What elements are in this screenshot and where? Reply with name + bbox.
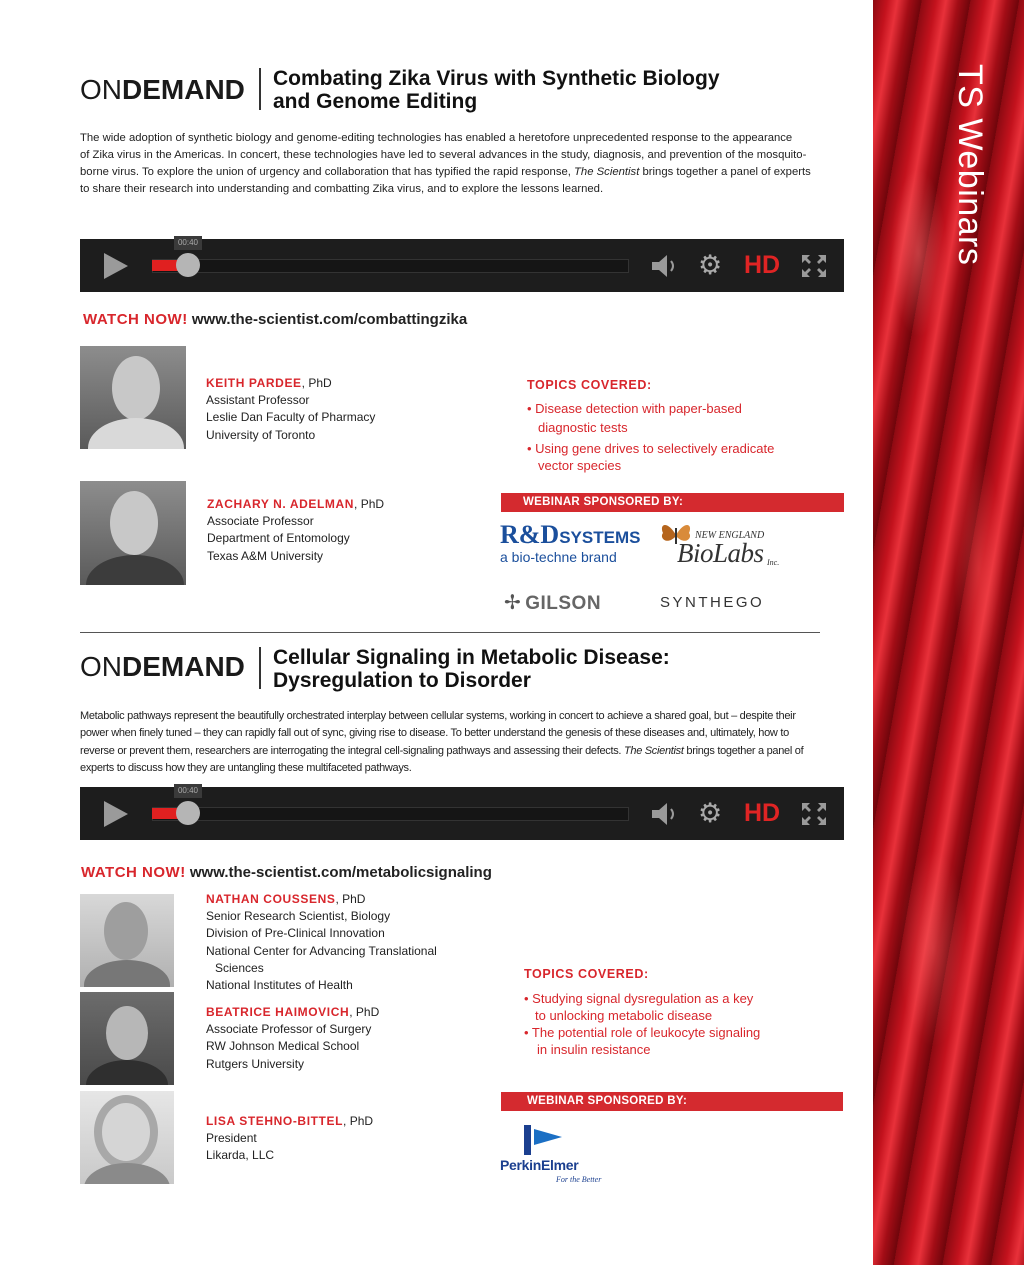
neb-main-text: BioLabs — [677, 538, 764, 568]
speaker-line: Assistant Professor — [206, 393, 310, 408]
desc-line: to share their research into understanding and combatting Zika virus, and to explore the lessons learned. — [80, 183, 604, 195]
sponsor-heading: WEBINAR SPONSORED BY: — [501, 1092, 843, 1111]
topic-item-cont: diagnostic tests — [538, 420, 628, 435]
play-icon[interactable] — [104, 801, 128, 827]
desc-text: brings together a panel of experts — [639, 166, 811, 178]
watch-label: WATCH NOW! — [81, 864, 186, 881]
speaker-line: Sciences — [215, 960, 264, 975]
speaker-name: KEITH PARDEE — [206, 376, 302, 390]
fullscreen-icon[interactable] — [800, 801, 828, 827]
title-divider — [259, 647, 261, 689]
neb-logo[interactable] — [659, 520, 789, 570]
neb-inc-text: Inc. — [767, 558, 780, 567]
speaker-name: BEATRICE HAIMOVICH — [206, 1005, 350, 1019]
speaker-info — [206, 1004, 379, 1073]
desc-line: experts to discuss how they are untangling these multifaceted pathways. — [80, 761, 412, 774]
speaker-info — [206, 1113, 373, 1165]
topics-covered — [524, 966, 760, 1058]
desc-text: reverse or prevent them, researchers are interrogating the integral cell-signaling pathways and assessing their defects. — [80, 744, 624, 757]
ondemand-brand — [80, 651, 245, 683]
title-line: and Genome Editing — [273, 90, 478, 113]
speaker-line: Department of Entomology — [207, 531, 350, 546]
seek-handle[interactable] — [176, 801, 200, 825]
webinar-description — [80, 708, 860, 777]
hd-button[interactable]: HD — [744, 251, 781, 279]
topic-item: • The potential role of leukocyte signaling — [524, 1025, 761, 1040]
publication-name: The Scientist — [574, 166, 640, 178]
speaker-line: Texas A&M University — [207, 548, 324, 563]
topic-item-cont: vector species — [538, 458, 622, 473]
topics-heading: TOPICS COVERED: — [524, 967, 649, 981]
topic-item-cont: to unlocking metabolic disease — [535, 1008, 713, 1023]
gilson-text: GILSON — [525, 593, 602, 614]
synthego-text: SYNTHEGO — [660, 594, 765, 611]
publication-name: The Scientist — [623, 744, 684, 757]
fullscreen-icon[interactable] — [800, 253, 828, 279]
title-divider — [259, 68, 261, 110]
volume-icon[interactable] — [650, 253, 682, 279]
topic-item: • Using gene drives to selectively eradicate — [527, 441, 775, 456]
desc-line: of Zika virus in the Americas. In concert, these technologies have led to several advances in the study, diagnosis, and prevention of the mosquito- — [80, 149, 807, 161]
speaker-line: Rutgers University — [206, 1056, 305, 1071]
topics-covered — [527, 376, 774, 475]
topic-item-cont: in insulin resistance — [537, 1042, 651, 1057]
speaker-line: Senior Research Scientist, Biology — [206, 909, 391, 924]
gilson-logo[interactable] — [504, 590, 601, 615]
rd-systems-logo[interactable] — [500, 522, 640, 564]
perkinelmer-tagline: For the Better — [556, 1175, 602, 1184]
gear-icon[interactable]: ⚙ — [698, 798, 723, 828]
watch-url-link[interactable]: www.the-scientist.com/combattingzika — [191, 311, 468, 328]
speaker-info — [207, 496, 384, 565]
speaker-photo — [80, 1091, 174, 1184]
watch-label: WATCH NOW! — [83, 311, 188, 328]
red-curtain-band — [873, 0, 1024, 1265]
webinar-title — [273, 67, 720, 113]
speaker-name: ZACHARY N. ADELMAN — [207, 497, 355, 511]
speaker-line: National Center for Advancing Translational — [206, 943, 437, 958]
speaker-degree: , PhD — [349, 1005, 380, 1019]
watch-url-link[interactable]: www.the-scientist.com/metabolicsignaling — [189, 864, 492, 881]
speaker-line: Leslie Dan Faculty of Pharmacy — [206, 410, 376, 425]
section-divider — [80, 632, 820, 633]
perkinelmer-text: PerkinElmer — [500, 1157, 579, 1173]
desc-line: Metabolic pathways represent the beautifully orchestrated interplay between cellular systems, working in concert to achieve a shared goal, but – despite their — [80, 710, 796, 722]
speaker-line: RW Johnson Medical School — [206, 1039, 360, 1054]
watch-now — [83, 311, 467, 328]
webinar-description — [80, 130, 860, 198]
desc-line: power when finely tuned – they can rapidly fall out of sync, giving rise to disease. To better understand the genesis of these diseases and, ultimately, how to — [80, 727, 789, 740]
perkinelmer-mark-icon — [522, 1123, 564, 1157]
brand-demand: DEMAND — [122, 651, 245, 682]
brand-on: ON — [80, 651, 122, 682]
time-tooltip: 00:40 — [174, 784, 202, 798]
sponsor-heading: WEBINAR SPONSORED BY: — [501, 493, 844, 512]
topic-item: • Studying signal dysregulation as a key — [524, 991, 754, 1006]
speaker-photo — [80, 894, 174, 987]
gilson-icon: ✢ — [504, 592, 521, 614]
ondemand-brand — [80, 74, 245, 106]
topics-heading: TOPICS COVERED: — [527, 378, 652, 392]
speaker-info — [206, 375, 375, 444]
speaker-line: Associate Professor — [207, 514, 314, 529]
speaker-photo — [80, 481, 186, 585]
webinar-title — [273, 646, 670, 692]
video-player[interactable] — [80, 239, 844, 292]
topic-item: • Disease detection with paper-based — [527, 401, 742, 416]
speaker-info — [206, 891, 437, 994]
rd-logo-systems: SYSTEMS — [559, 528, 641, 547]
rd-logo-mark: R&D — [500, 520, 560, 549]
synthego-logo[interactable] — [660, 594, 764, 612]
speaker-degree: , PhD — [343, 1114, 374, 1128]
speaker-line: University of Toronto — [206, 427, 316, 442]
seek-handle[interactable] — [176, 253, 200, 277]
volume-icon[interactable] — [650, 801, 682, 827]
speaker-photo — [80, 992, 174, 1085]
brand-demand: DEMAND — [122, 74, 245, 105]
brand-on: ON — [80, 74, 122, 105]
title-line: Dysregulation to Disorder — [273, 669, 531, 692]
desc-text: brings together a panel of — [683, 744, 804, 757]
seek-track[interactable] — [152, 259, 629, 273]
title-line: Cellular Signaling in Metabolic Disease: — [273, 646, 670, 669]
speaker-photo — [80, 346, 186, 449]
hd-button[interactable]: HD — [744, 799, 781, 827]
speaker-line: National Institutes of Health — [206, 978, 353, 993]
watch-now — [81, 864, 492, 881]
neb-top-text: NEW ENGLAND — [695, 530, 765, 541]
speaker-line: President — [206, 1131, 257, 1146]
desc-line — [80, 743, 860, 760]
video-player[interactable] — [80, 787, 844, 840]
speaker-degree: , PhD — [301, 376, 332, 390]
time-tooltip: 00:40 — [174, 236, 202, 250]
perkinelmer-logo[interactable] — [500, 1123, 620, 1187]
desc-line: The wide adoption of synthetic biology and genome-editing technologies has enabled a heretofore unprecedented response to the appearance — [80, 132, 793, 144]
speaker-name: NATHAN COUSSENS — [206, 892, 336, 906]
speaker-line: Division of Pre-Clinical Innovation — [206, 926, 385, 941]
title-line: Combating Zika Virus with Synthetic Biology — [273, 67, 720, 90]
sidebar-title: TS Webinars — [951, 64, 989, 266]
desc-text: borne virus. To explore the union of urgency and collaboration that has typified the rapid response, — [80, 166, 575, 178]
play-icon[interactable] — [104, 253, 128, 279]
speaker-line: Likarda, LLC — [206, 1148, 275, 1163]
speaker-degree: , PhD — [335, 892, 366, 906]
gear-icon[interactable]: ⚙ — [698, 250, 723, 280]
desc-line — [80, 164, 860, 181]
speaker-degree: , PhD — [354, 497, 385, 511]
speaker-line: Associate Professor of Surgery — [206, 1022, 372, 1037]
rd-logo-sub: a bio-techne brand — [500, 549, 617, 565]
speaker-name: LISA STEHNO-BITTEL — [206, 1114, 344, 1128]
seek-track[interactable] — [152, 807, 629, 821]
